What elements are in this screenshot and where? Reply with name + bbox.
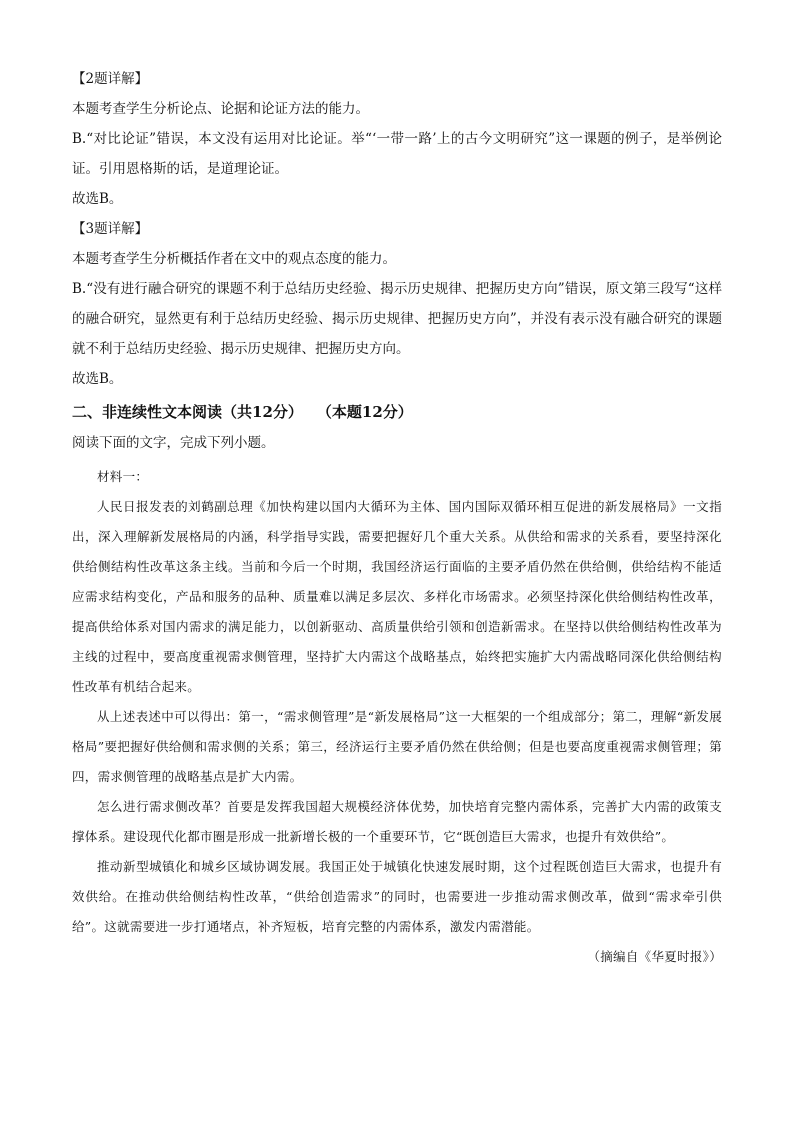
document-page (72, 64, 722, 972)
q2-intro: 本题考查学生分析论点、论据和论证方法的能力。 (72, 101, 369, 117)
reading-material (72, 462, 722, 972)
q3-header: 【3题详解】 (72, 221, 149, 237)
material-label: 材料一： (97, 469, 149, 484)
material-paragraph: 怎么进行需求侧改革？首要是发挥我国超大规模经济体优势，加快培育完整内需体系，完善扩大内需的政策支撑体系。建设现代化都市圈是形成一批新增长极的一个重要环节，它“既创造巨大需求，也提升有效供给”。 (72, 799, 722, 844)
material-paragraph: 人民日报发表的刘鹤副总理《加快构建以国内大循环为主体、国内国际双循环相互促进的新发展格局》一文指出，深入理解新发展格局的内涵，科学指导实践，需要把握好几个重大关系。从供给和需求的关系看，要坚持深化供给侧结构性改革这条主线。当前和今后一个时期，我国经济运行面临的主要矛盾仍然在供给侧，供给结构不能适应需求结构变化，产品和服务的品种、质量难以满足多层次、多样化市场需求。必须坚持深化供给侧结构性改革，提高供给体系对国内需求的满足能力，以创新驱动、高质量供给引领和创造新需求。在坚持以供给侧结构性改革为主线的过程中，要高度重视需求侧管理，坚持扩大内需这个战略基点，始终把实施扩大内需战略同深化供给侧结构性改革有机结合起来。 (72, 499, 722, 694)
q2-header: 【2题详解】 (72, 71, 149, 87)
q3-intro: 本题考查学生分析概括作者在文中的观点态度的能力。 (72, 251, 396, 267)
section-instruction: 阅读下面的文字，完成下列小题。 (72, 435, 275, 451)
section-points: （本题12分） (316, 403, 413, 421)
q2-answer: 故选B。 (72, 191, 123, 207)
material-paragraph: 推动新型城镇化和城乡区域协调发展。我国正处于城镇化快速发展时期，这个过程既创造巨大需求，也提升有效供给。在推动供给侧结构性改革，“供给创造需求”的同时，也需要进一步推动需求侧改革，做到“需求牵引供给”。这就需要进一步打通堵点，补齐短板，培育完整的内需体系，激发内需潜能。 (72, 859, 722, 934)
q3-answer: 故选B。 (72, 371, 123, 387)
q3-explanation: B.“没有进行融合研究的课题不利于总结历史经验、揭示历史规律、把握历史方向”错误，原文第三段写“这样的融合研究，显然更有利于总结历史经验、揭示历史规律、把握历史方向”，并没有表示没有融合研究的课题就不利于总结历史经验、揭示历史规律、把握历史方向。 (72, 281, 722, 357)
section-heading (72, 396, 722, 428)
section-title: 二、非连续性文本阅读（共12分） (72, 403, 303, 421)
material-paragraph: 从上述表述中可以得出：第一，“需求侧管理”是“新发展格局”这一大框架的一个组成部分；第二，理解“新发展格局”要把握好供给侧和需求侧的关系；第三，经济运行主要矛盾仍然在供给侧；但是也要高度重视需求侧管理；第四，需求侧管理的战略基点是扩大内需。 (72, 709, 722, 784)
q2-explanation: B.“对比论证”错误，本文没有运用对比论证。举“‘一带一路’上的古今文明研究”这一课题的例子，是举例论证。引用恩格斯的话，是道理论证。 (72, 131, 722, 177)
material-source: （摘编自《华夏时报》） (587, 949, 722, 964)
